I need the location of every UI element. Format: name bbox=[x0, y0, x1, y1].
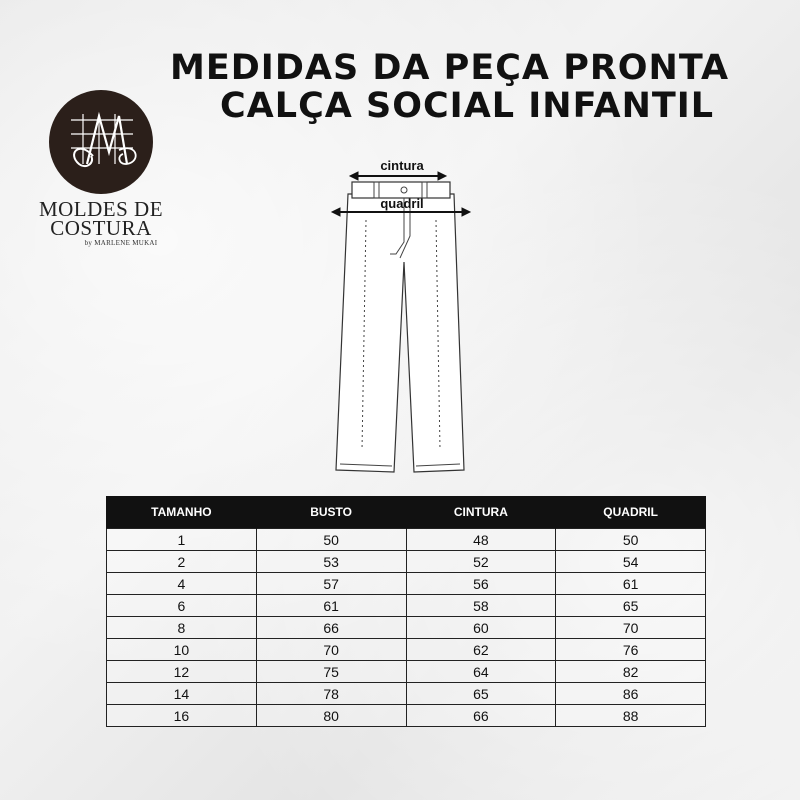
size-cell: 12 bbox=[107, 661, 257, 683]
waist-cell: 66 bbox=[406, 705, 556, 727]
table-row bbox=[107, 529, 706, 551]
table-row bbox=[107, 617, 706, 639]
waist-label: cintura bbox=[380, 158, 424, 173]
size-cell: 1 bbox=[107, 529, 257, 551]
bust-cell: 50 bbox=[256, 529, 406, 551]
pants-outline bbox=[336, 194, 464, 472]
hip-arrow-right bbox=[462, 208, 470, 216]
hip-cell: 88 bbox=[556, 705, 706, 727]
bust-cell: 66 bbox=[256, 617, 406, 639]
size-table-header bbox=[107, 496, 706, 529]
hip-arrow-left bbox=[332, 208, 340, 216]
hip-cell: 65 bbox=[556, 595, 706, 617]
hip-label: quadril bbox=[380, 196, 424, 211]
waist-cell: 56 bbox=[406, 573, 556, 595]
page-title-line1: MEDIDAS DA PEÇA PRONTA bbox=[170, 48, 730, 88]
table-row bbox=[107, 551, 706, 573]
waist-cell: 60 bbox=[406, 617, 556, 639]
waist-cell: 64 bbox=[406, 661, 556, 683]
hip-cell: 76 bbox=[556, 639, 706, 661]
table-row bbox=[107, 705, 706, 727]
column-header-quadril: QUADRIL bbox=[556, 496, 706, 529]
logo-text-line2: COSTURA bbox=[50, 216, 152, 240]
table-row bbox=[107, 683, 706, 705]
pants-diagram bbox=[300, 150, 510, 490]
column-header-tamanho: TAMANHO bbox=[107, 496, 257, 529]
bust-cell: 61 bbox=[256, 595, 406, 617]
bust-cell: 70 bbox=[256, 639, 406, 661]
table-row bbox=[107, 573, 706, 595]
size-cell: 10 bbox=[107, 639, 257, 661]
waist-cell: 48 bbox=[406, 529, 556, 551]
table-row bbox=[107, 661, 706, 683]
column-header-busto: BUSTO bbox=[256, 496, 406, 529]
brand-logo bbox=[36, 90, 166, 247]
waist-cell: 52 bbox=[406, 551, 556, 573]
size-cell: 6 bbox=[107, 595, 257, 617]
bust-cell: 53 bbox=[256, 551, 406, 573]
waist-cell: 65 bbox=[406, 683, 556, 705]
size-cell: 14 bbox=[107, 683, 257, 705]
hip-cell: 70 bbox=[556, 617, 706, 639]
waist-arrow-left bbox=[350, 172, 358, 180]
waist-cell: 62 bbox=[406, 639, 556, 661]
logo-byline: by MARLENE MUKAI bbox=[84, 239, 158, 247]
size-cell: 16 bbox=[107, 705, 257, 727]
table-row bbox=[107, 639, 706, 661]
table-row bbox=[107, 595, 706, 617]
logo-text-line1: MOLDES DE bbox=[38, 197, 164, 221]
bust-cell: 57 bbox=[256, 573, 406, 595]
page-title-line2: CALÇA SOCIAL INFANTIL bbox=[220, 86, 715, 126]
waist-arrow-right bbox=[438, 172, 446, 180]
hip-cell: 54 bbox=[556, 551, 706, 573]
hip-cell: 61 bbox=[556, 573, 706, 595]
bust-cell: 78 bbox=[256, 683, 406, 705]
bust-cell: 80 bbox=[256, 705, 406, 727]
hip-cell: 82 bbox=[556, 661, 706, 683]
waist-cell: 58 bbox=[406, 595, 556, 617]
monogram-icon bbox=[49, 90, 153, 194]
logo-emblem bbox=[49, 90, 153, 194]
size-cell: 2 bbox=[107, 551, 257, 573]
size-cell: 8 bbox=[107, 617, 257, 639]
hip-cell: 50 bbox=[556, 529, 706, 551]
size-table bbox=[106, 496, 706, 727]
column-header-cintura: CINTURA bbox=[406, 496, 556, 529]
size-cell: 4 bbox=[107, 573, 257, 595]
bust-cell: 75 bbox=[256, 661, 406, 683]
hip-cell: 86 bbox=[556, 683, 706, 705]
